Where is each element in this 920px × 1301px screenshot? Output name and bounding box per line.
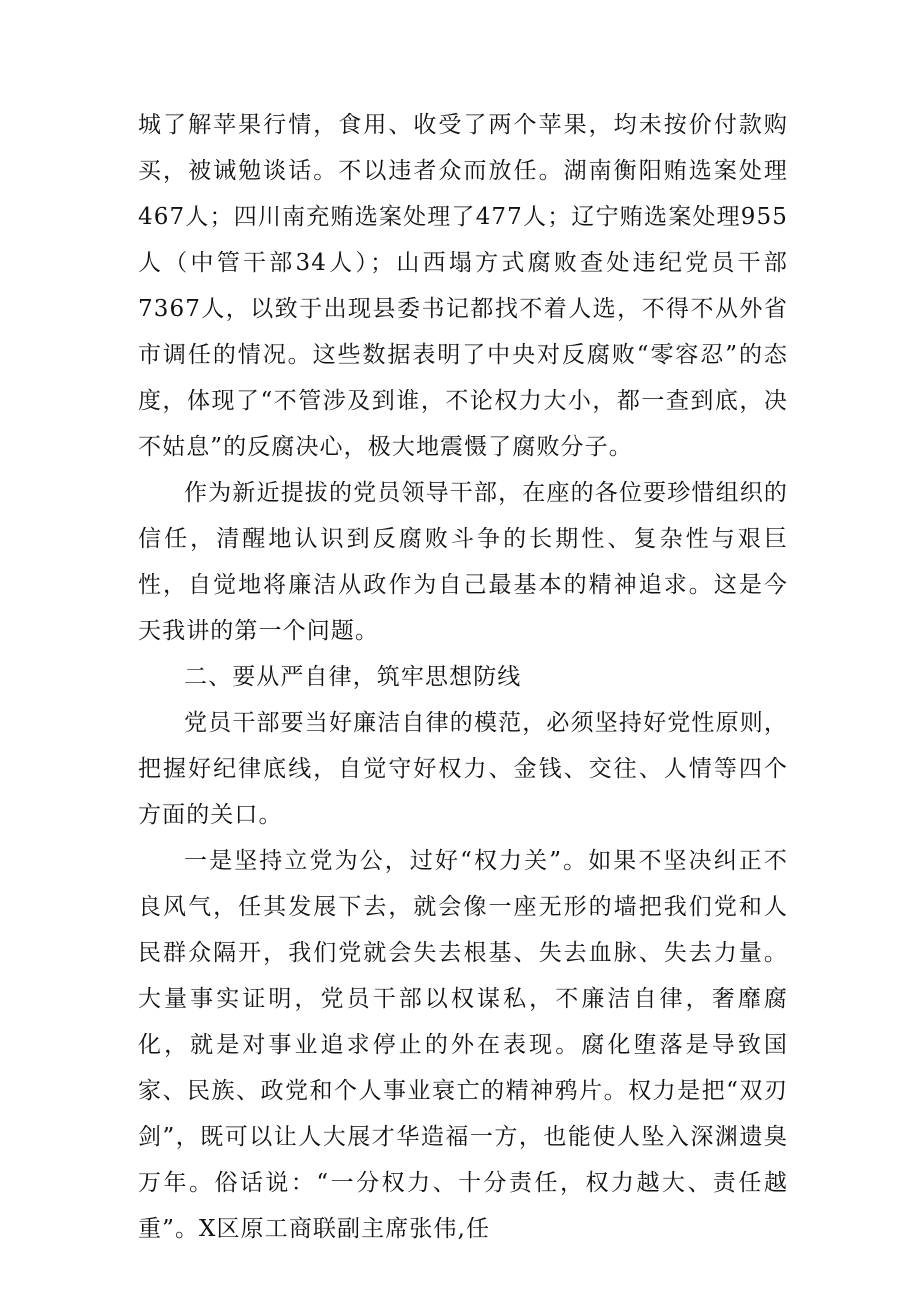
- paragraph-continued: 城了解苹果行情，食用、收受了两个苹果，均未按价付款购买，被诫勉谈话。不以违者众而放任。湖南衡阳贿选案处理467人；四川南充贿选案处理了477人；辽宁贿选案处理955人（中管干部34人）；山西塌方式腐败查处违纪党员干部7367人，以致于出现县委书记都找不着人选，不得不从外省市调任的情况。这些数据表明了中央对反腐败“零容忍”的态度，体现了“不管涉及到谁，不论权力大小，都一查到底，决不姑息”的反腐决心，极大地震慑了腐败分子。: [138, 112, 788, 460]
- section-heading: 二、要从严自律，筑牢思想防线: [184, 664, 522, 690]
- paragraph: 作为新近提拔的党员领导干部，在座的各位要珍惜组织的信任，清醒地认识到反腐败斗争的长期性、复杂性与艰巨性，自觉地将廉洁从政作为自己最基本的精神追求。这是今天我讲的第一个问题。: [138, 480, 788, 644]
- paragraph: 党员干部要当好廉洁自律的模范，必须坚持好党性原则，把握好纪律底线，自觉守好权力、金钱、交往、人情等四个方面的关口。: [138, 710, 788, 828]
- document-body: [138, 102, 788, 1252]
- paragraph: 一是坚持立党为公，过好“权力关”。如果不坚决纠正不良风气，任其发展下去，就会像一座无形的墙把我们党和人民群众隔开，我们党就会失去根基、失去血脉、失去力量。大量事实证明，党员干部以权谋私，不廉洁自律，奢靡腐化，就是对事业追求停止的外在表现。腐化堕落是导致国家、民族、政党和个人事业衰亡的精神鸦片。权力是把“双刃剑”，既可以让人大展才华造福一方，也能使人坠入深渊遗臭万年。俗话说：“一分权力、十分责任，权力越大、责任越重”。X区原工商联副主席张伟,任: [138, 848, 788, 1242]
